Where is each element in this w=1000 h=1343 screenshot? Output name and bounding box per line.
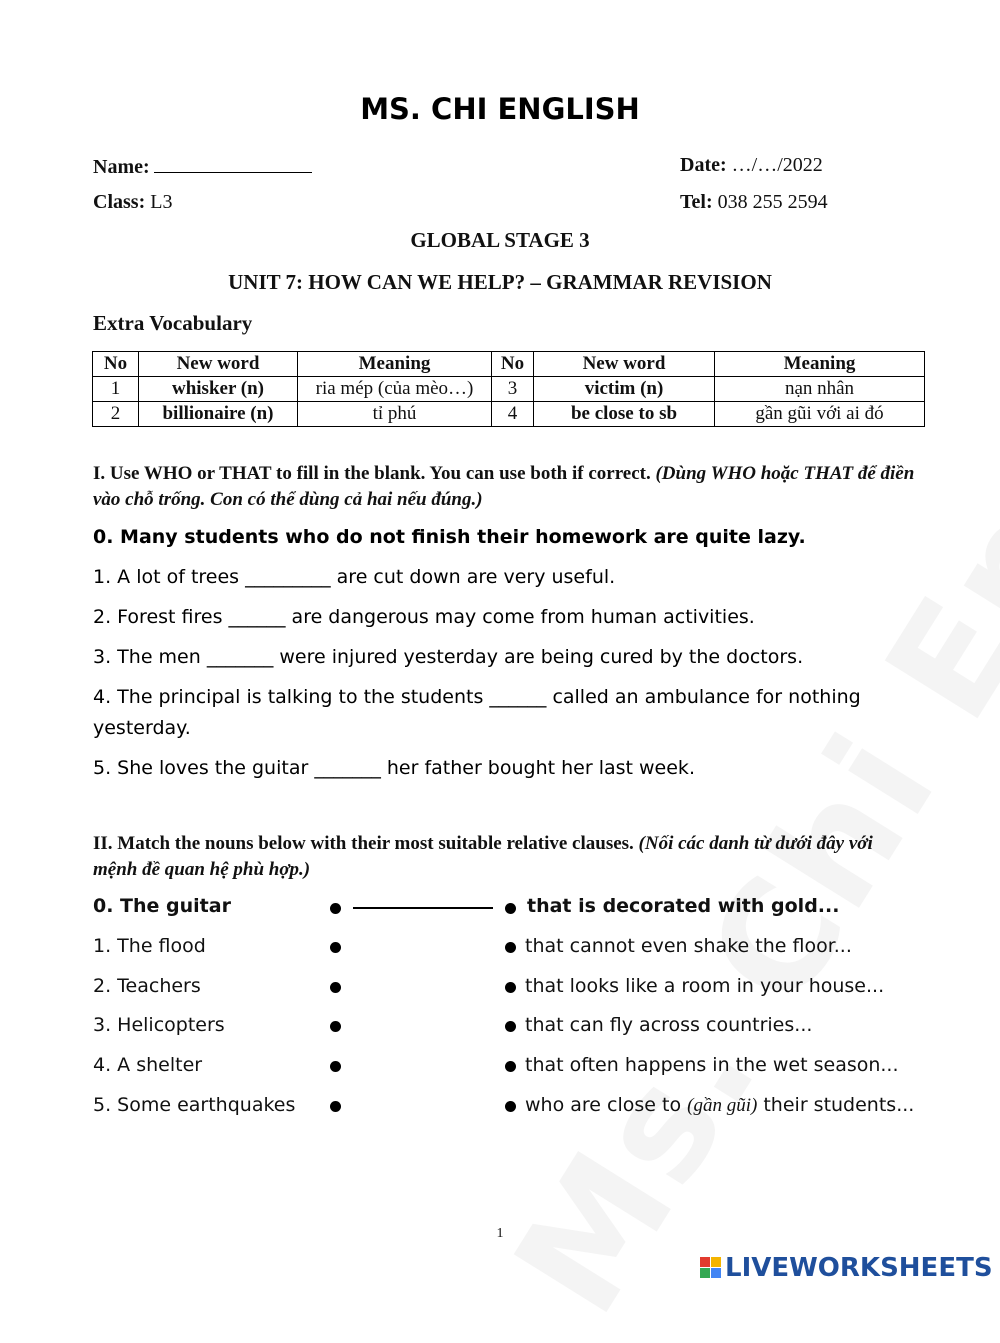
section2-instruction [93, 831, 918, 883]
match-right-5-b: their students... [763, 1094, 915, 1116]
class-label: Class: [93, 191, 146, 213]
table-cell: billionaire (n) [139, 402, 298, 427]
match-example-line [353, 907, 493, 909]
table-cell: ria mép (của mèo…) [298, 377, 492, 402]
match-dot-left[interactable] [330, 982, 341, 993]
name-label: Name: [93, 156, 150, 178]
column-header: Meaning [298, 352, 492, 377]
match-dot-right[interactable] [505, 1021, 516, 1032]
match-dot-left[interactable] [330, 1101, 341, 1112]
column-header: New word [139, 352, 298, 377]
match-dot-right[interactable] [505, 1101, 516, 1112]
logo-text: LIVEWORKSHEETS [725, 1253, 993, 1283]
match-dot-left[interactable] [330, 942, 341, 953]
table-cell: 2 [93, 402, 139, 427]
class-field [93, 191, 172, 214]
table-cell: tỉ phú [298, 402, 492, 427]
table-cell: whisker (n) [139, 377, 298, 402]
column-header: No [93, 352, 139, 377]
match-example-left: 0. The guitar [93, 895, 231, 917]
tel-value: 038 255 2594 [717, 191, 828, 213]
table-row [93, 377, 925, 402]
match-dot-left[interactable] [330, 1021, 341, 1032]
match-dot-right[interactable] [505, 982, 516, 993]
match-right-2: that looks like a room in your house... [525, 975, 885, 997]
match-right-5-vi: (gần gũi) [687, 1095, 758, 1116]
match-dot-right[interactable] [505, 903, 516, 914]
match-left-1: 1. The flood [93, 935, 206, 957]
match-dot-left[interactable] [330, 1061, 341, 1072]
liveworksheets-icon [700, 1257, 722, 1279]
match-right-3: that can fly across countries... [525, 1014, 813, 1036]
match-right-5-a: who are close to [525, 1094, 682, 1116]
match-left-4: 4. A shelter [93, 1054, 203, 1076]
match-left-2: 2. Teachers [93, 975, 201, 997]
table-cell: gần gũi với ai đó [715, 402, 925, 427]
vocab-heading: Extra Vocabulary [93, 311, 253, 335]
match-example-right: that is decorated with gold... [527, 895, 840, 917]
column-header: Meaning [715, 352, 925, 377]
section1-example: 0. Many students who do not finish their homework are quite lazy. [93, 526, 806, 548]
match-right-5 [525, 1094, 914, 1117]
match-right-4: that often happens in the wet season... [525, 1054, 899, 1076]
name-blank[interactable] [154, 154, 312, 173]
section2-instruction-en: II. Match the nouns below with their most suitable relative clauses. [93, 833, 634, 854]
question-4[interactable]: 4. The principal is talking to the students ______ called an ambulance for nothing yesterday. [93, 686, 861, 739]
section2-instruction-vi: (Nối các danh từ dưới đây với mệnh đề quan hệ phù hợp.) [93, 833, 873, 880]
table-row [93, 402, 925, 427]
table-cell: 4 [492, 402, 534, 427]
page-number: 1 [496, 1226, 504, 1241]
unit-heading: UNIT 7: HOW CAN WE HELP? – GRAMMAR REVISION [228, 270, 772, 294]
table-cell: victim (n) [534, 377, 715, 402]
match-dot-right[interactable] [505, 1061, 516, 1072]
question-5[interactable]: 5. She loves the guitar _______ her father bought her last week. [93, 757, 695, 779]
date-label: Date: [680, 154, 727, 176]
liveworksheets-logo[interactable] [700, 1254, 993, 1282]
match-left-3: 3. Helicopters [93, 1014, 225, 1036]
table-cell: 1 [93, 377, 139, 402]
date-field [680, 154, 823, 177]
match-dot-left[interactable] [330, 903, 341, 914]
class-value: L3 [150, 191, 173, 213]
tel-field [680, 191, 828, 214]
question-1[interactable]: 1. A lot of trees _________ are cut down are very useful. [93, 566, 616, 588]
page-title: MS. CHI ENGLISH [360, 92, 640, 126]
section1-instruction [93, 461, 923, 513]
table-cell: 3 [492, 377, 534, 402]
table-cell: be close to sb [534, 402, 715, 427]
question-3[interactable]: 3. The men _______ were injured yesterday are being cured by the doctors. [93, 646, 804, 668]
match-dot-right[interactable] [505, 942, 516, 953]
section1-instruction-en: I. Use WHO or THAT to fill in the blank. You can use both if correct. [93, 463, 651, 484]
column-header: New word [534, 352, 715, 377]
vocab-table [92, 351, 925, 427]
match-left-5: 5. Some earthquakes [93, 1094, 296, 1116]
column-header: No [492, 352, 534, 377]
match-right-1: that cannot even shake the floor... [525, 935, 852, 957]
section1-instruction-vi: (Dùng WHO hoặc THAT để điền vào chỗ trống. Con có thể dùng cả hai nếu đúng.) [93, 463, 915, 510]
table-cell: nạn nhân [715, 377, 925, 402]
question-2[interactable]: 2. Forest fires ______ are dangerous may come from human activities. [93, 606, 755, 628]
date-value: …/…/2022 [731, 154, 823, 176]
name-field [93, 154, 312, 179]
tel-label: Tel: [680, 191, 713, 213]
table-header-row [93, 352, 925, 377]
stage-heading: GLOBAL STAGE 3 [410, 228, 590, 252]
